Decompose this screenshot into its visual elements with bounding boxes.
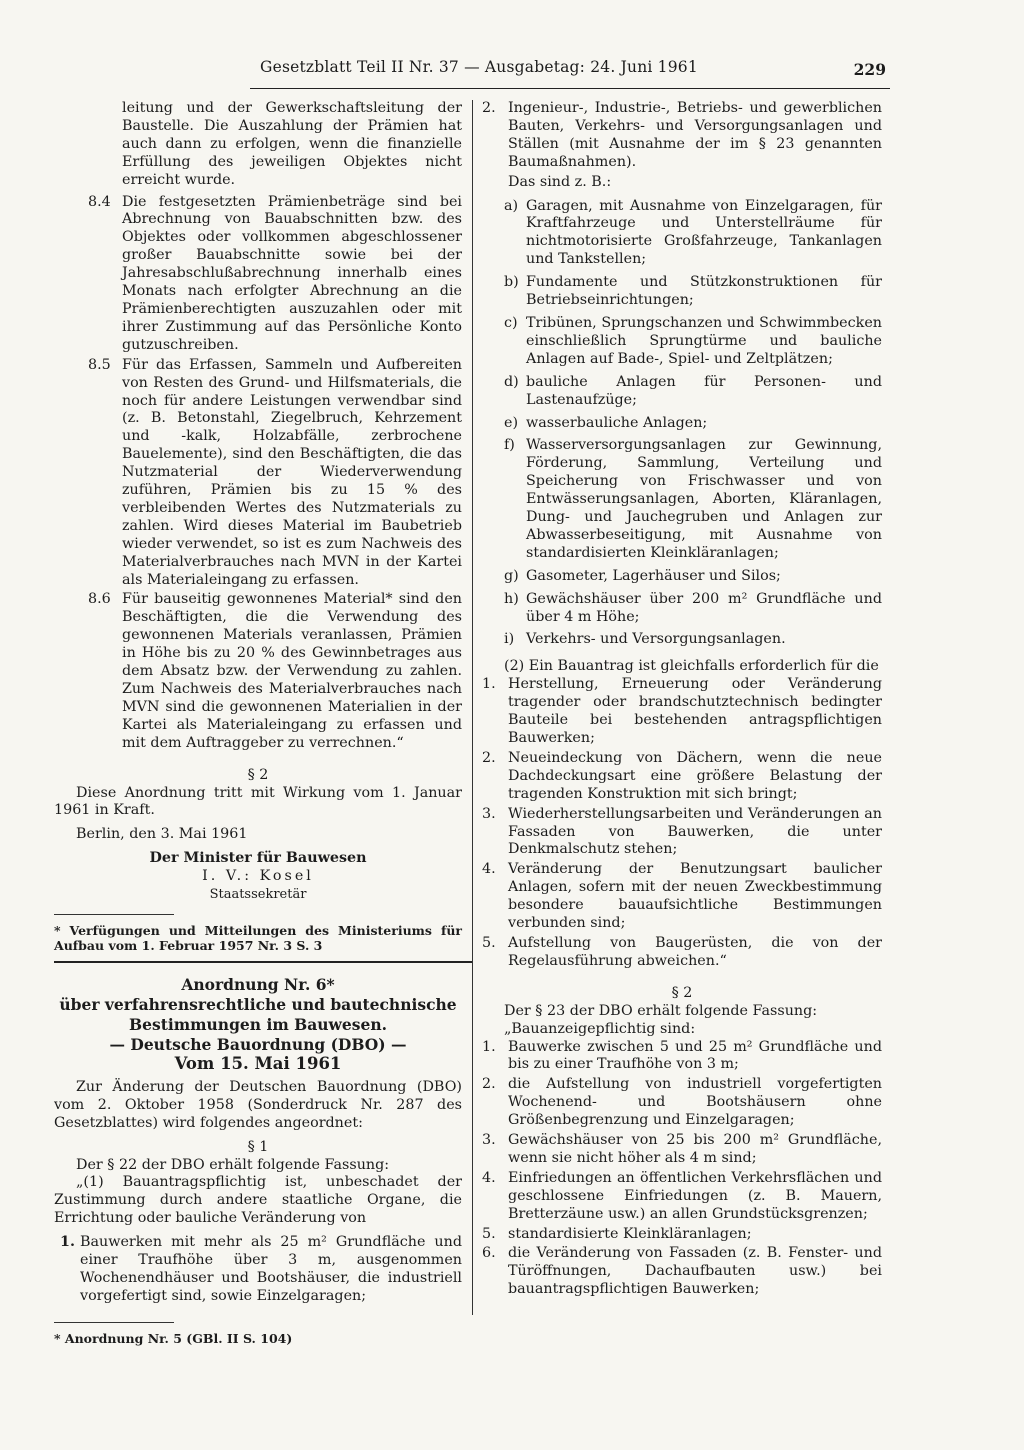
section-1-intro: Der § 22 der DBO erhält folgende Fassung:: [76, 1156, 390, 1173]
section-1-heading: § 1: [247, 1138, 269, 1155]
clause-text: Für das Erfassen, Sammeln und Aufbereiten von Resten des Grund- und Hilfsmaterials, die noch für andere Leistungen verwendbar sind (z. B. Betonstahl, Ziegelbruch, Kehrzement und -kalk, Holzabfälle, zerbrochene Bauelemente), sind den Beschäftigten, die das Nutzmaterial der Wiederverwendung zuführen, Prämien bis zu 15 % des verbleibenden Wertes des Nutzmaterials zu zahlen. Wird dieses Material im Baubetrieb wieder verwendet, so ist es zum Nachweis des Materialverbrauches nach MVN in der Kartei als Materialeingang zu erfassen.: [122, 356, 462, 588]
paragraph-2-intro: (2) Ein Bauantrag ist gleichfalls erforderlich für die: [504, 658, 879, 675]
clause-text: Für bauseitig gewonnenes Material* sind den Beschäftigten, die die Verwendung des gewonnenen Materials veranlassen, Prämien in Höhe bis zu 20 % des Gewinnbetrages aus dem Absatz bzw. der Verwendung zu zahlen. Zum Nachweis des Materialverbrauches nach MVN sind die gewonnenen Materialien in der Kartei als Materialeingang zu erfassen und mit dem Auftraggeber zu verrechnen.“: [122, 591, 462, 751]
example-letter: d): [504, 373, 519, 390]
clause-number: 8.4: [88, 193, 111, 210]
notice-item-3: [482, 1132, 882, 1168]
item-number: 5.: [482, 1225, 496, 1242]
item-text: die Veränderung von Fassaden (z. B. Fenster- und Türöffnungen, Dachaufbauten usw.) bei bauantragspflichtigen Bauwerken;: [508, 1245, 882, 1298]
section-separator: [54, 961, 472, 963]
footnote-rule: [54, 914, 174, 915]
example-letter: g): [504, 567, 519, 584]
example-text: Verkehrs- und Versorgungsanlagen.: [526, 631, 786, 648]
example-b: [482, 274, 882, 310]
clause-8-6: [54, 591, 462, 752]
column-divider: [472, 100, 473, 1315]
example-f: [482, 437, 882, 562]
item-number: 3.: [482, 1132, 496, 1149]
example-letter: f): [504, 437, 515, 454]
signer-title: Staatssekretär: [209, 887, 307, 903]
ordinance-title-line1: Anordnung Nr. 6*: [181, 974, 335, 994]
place-date: Berlin, den 3. Mai 1961: [76, 826, 248, 843]
paragraph-2-item-3: [482, 806, 882, 860]
item-text: Ingenieur-, Industrie-, Betriebs- und gewerblichen Bauten, Verkehrs- und Versorgungsanlagen und Ställen (mit Ausnahme der im § 23 genannten Baumaßnahmen).: [508, 100, 882, 170]
item-text: Neueindeckung von Dächern, wenn die neue Dachdeckungsart eine größere Belastung der tragenden Konstruktion mit sich bringt;: [508, 749, 882, 802]
notice-item-2: [482, 1076, 882, 1130]
example-text: wasserbauliche Anlagen;: [526, 414, 708, 431]
item-text: standardisierte Kleinkläranlagen;: [508, 1225, 752, 1242]
paragraph-2-item-2: [482, 750, 882, 804]
notice-item-4: [482, 1170, 882, 1224]
example-letter: c): [504, 314, 518, 331]
clause-8-5: [54, 357, 462, 590]
example-d: [482, 374, 882, 410]
example-letter: h): [504, 590, 519, 607]
item-number: 1.: [482, 1038, 496, 1055]
item-number: 2.: [482, 1076, 496, 1093]
example-c: [482, 315, 882, 369]
example-h: [482, 591, 882, 627]
section-2b-heading: § 2: [671, 984, 693, 1001]
example-letter: e): [504, 414, 519, 431]
page-number: 229: [853, 60, 886, 79]
right-column: [482, 100, 882, 1301]
example-letter: a): [504, 197, 519, 214]
ordinance-intro: Zur Änderung der Deutschen Bauordnung (DBO) vom 2. Oktober 1958 (Sonderdruck Nr. 287 des Gesetzblattes) wird folgendes angeordnet:: [54, 1078, 462, 1131]
notice-item-1: [482, 1039, 882, 1075]
ordinance-date: Vom 15. Mai 1961: [174, 1053, 342, 1073]
item-text: Wiederherstellungsarbeiten und Veränderungen an Fassaden von Bauwerken, die unter Denkmalschutz stehen;: [508, 805, 882, 858]
paragraph-2-item-1: [482, 676, 882, 748]
left-column: [54, 100, 462, 1346]
item-text: Bauwerken mit mehr als 25 m² Grundfläche und einer Traufhöhe über 3 m, ausgenommen Wochenendhäuser und Bootshäuser, die industriell vorgefertigt sind, sowie Einzelgaragen;: [80, 1234, 462, 1304]
example-text: bauliche Anlagen für Personen- und Lastenaufzüge;: [526, 373, 882, 408]
page-header: [250, 54, 890, 89]
header-title: Gesetzblatt Teil II Nr. 37 — Ausgabetag: 24. Juni 1961: [260, 58, 698, 76]
example-text: Gewächshäuser über 200 m² Grundfläche und über 4 m Höhe;: [526, 590, 882, 625]
clause-text: Die festgesetzten Prämienbeträge sind bei Abrechnung von Bauabschnitten bzw. des Objektes oder vollkommen abgeschlossener großer Bauabschnitte sowie bei der Jahresabschlußabrechnung innerhalb eines Monats nach erfolgter Abrechnung an die Prämienberechtigten auszuzahlen oder mit ihrer Zustimmung auf das Persönliche Konto gutzuschreiben.: [122, 193, 462, 353]
clause-number: 8.5: [88, 356, 111, 373]
section-1-item-2: [482, 100, 882, 172]
item-text: Aufstellung von Baugerüsten, die von der Regelausführung abweichen.“: [508, 934, 882, 969]
footnote-2: * Anordnung Nr. 5 (GBl. II S. 104): [54, 1330, 293, 1346]
signer-name: I. V.: Kosel: [202, 868, 314, 885]
section-2b-quote: „Bauanzeigepflichtig sind:: [504, 1020, 696, 1037]
example-e: [482, 415, 882, 433]
paragraph-2-item-4: [482, 861, 882, 933]
item-number: 2.: [482, 100, 496, 116]
example-a: [482, 198, 882, 270]
item-number: 3.: [482, 805, 496, 822]
item-text: Einfriedungen an öffentlichen Verkehrsflächen und geschlossene Einfriedungen (z. B. Mauern, Bretterzäune usw.) an allen Grundstücksgrenzen;: [508, 1169, 882, 1222]
example-i: [482, 631, 882, 649]
examples-intro: Das sind z. B.:: [508, 173, 612, 190]
notice-item-6: [482, 1245, 882, 1299]
example-letter: i): [504, 631, 515, 648]
continued-paragraph: leitung und der Gewerkschaftsleitung der Baustelle. Die Auszahlung der Prämien hat auch dann zu erfolgen, wenn die finanzielle Erfüllung des jeweiligen Objektes nicht erreicht wurde.: [122, 100, 462, 188]
item-number: 4.: [482, 1169, 496, 1186]
example-g: [482, 568, 882, 586]
item-number: 6.: [482, 1245, 496, 1262]
clause-8-4: [54, 194, 462, 355]
item-text: Gewächshäuser von 25 bis 200 m² Grundfläche, wenn sie nicht höher als 4 m sind;: [508, 1132, 882, 1166]
clause-number: 8.6: [88, 591, 111, 608]
item-number: 1.: [60, 1234, 75, 1251]
example-text: Gasometer, Lagerhäuser und Silos;: [526, 567, 781, 584]
section-2-text: Diese Anordnung tritt mit Wirkung vom 1. Januar 1961 in Kraft.: [54, 784, 462, 819]
example-letter: b): [504, 274, 519, 291]
paragraph-2-item-5: [482, 935, 882, 971]
footnote-rule-2: [54, 1322, 174, 1323]
example-text: Fundamente und Stützkonstruktionen für Betriebseinrichtungen;: [526, 274, 882, 309]
item-number: 1.: [482, 676, 496, 693]
ordinance-title-line4: — Deutsche Bauordnung (DBO) —: [109, 1034, 407, 1054]
signer-office: Der Minister für Bauwesen: [149, 850, 367, 867]
example-text: Garagen, mit Ausnahme von Einzelgaragen, für Kraftfahrzeuge und Unterstellräume für nichtmotorisierte Großfahrzeuge, Tankanlagen und Tankstellen;: [526, 197, 882, 268]
ordinance-title-line2: über verfahrensrechtliche und bautechnische: [59, 994, 457, 1014]
item-number: 5.: [482, 934, 496, 951]
notice-item-5: [482, 1226, 882, 1244]
item-number: 4.: [482, 861, 496, 878]
section-1-quote: „(1) Bauantragspflichtig ist, unbeschadet der Zustimmung durch andere staatliche Organe, die Errichtung oder bauliche Veränderung von: [54, 1174, 462, 1227]
example-text: Tribünen, Sprungschanzen und Schwimmbecken einschließlich Sprungtürme und bauliche Anlagen auf Bade-, Spiel- und Zeltplätzen;: [526, 314, 882, 367]
ordinance-title-line3: Bestimmungen im Bauwesen.: [129, 1014, 387, 1034]
section-1-item-1: [54, 1234, 462, 1306]
item-text: Bauwerke zwischen 5 und 25 m² Grundfläche und bis zu einer Traufhöhe von 3 m;: [508, 1038, 882, 1073]
item-text: Veränderung der Benutzungsart baulicher Anlagen, sofern mit der neuen Zweckbestimmung besondere bauaufsichtliche Bestimmungen verbunden sind;: [508, 861, 882, 932]
section-2-heading: § 2: [247, 766, 269, 783]
item-text: Herstellung, Erneuerung oder Veränderung tragender oder brandschutztechnisch bedingter Bauteile bei bestehenden antragspflichtigen Bauwerken;: [508, 676, 882, 746]
example-text: Wasserversorgungsanlagen zur Gewinnung, Förderung, Sammlung, Verteilung und Speicherung von Frischwasser und von Entwässerungsanlagen, Aborten, Kläranlagen, Dung- und Jauchegruben und Anlagen zur Abwasserbeseitigung, mit Ausnahme von standardisierten Kleinkläranlagen;: [526, 437, 882, 561]
footnote-1: * Verfügungen und Mitteilungen des Ministeriums für Aufbau vom 1. Februar 1957 Nr. 3 S. 3: [54, 922, 462, 953]
item-number: 2.: [482, 749, 496, 766]
item-text: die Aufstellung von industriell vorgefertigten Wochenend- und Bootshäusern ohne Größenbegrenzung und Einzelgaragen;: [508, 1076, 882, 1129]
section-2b-intro: Der § 23 der DBO erhält folgende Fassung:: [504, 1002, 818, 1019]
